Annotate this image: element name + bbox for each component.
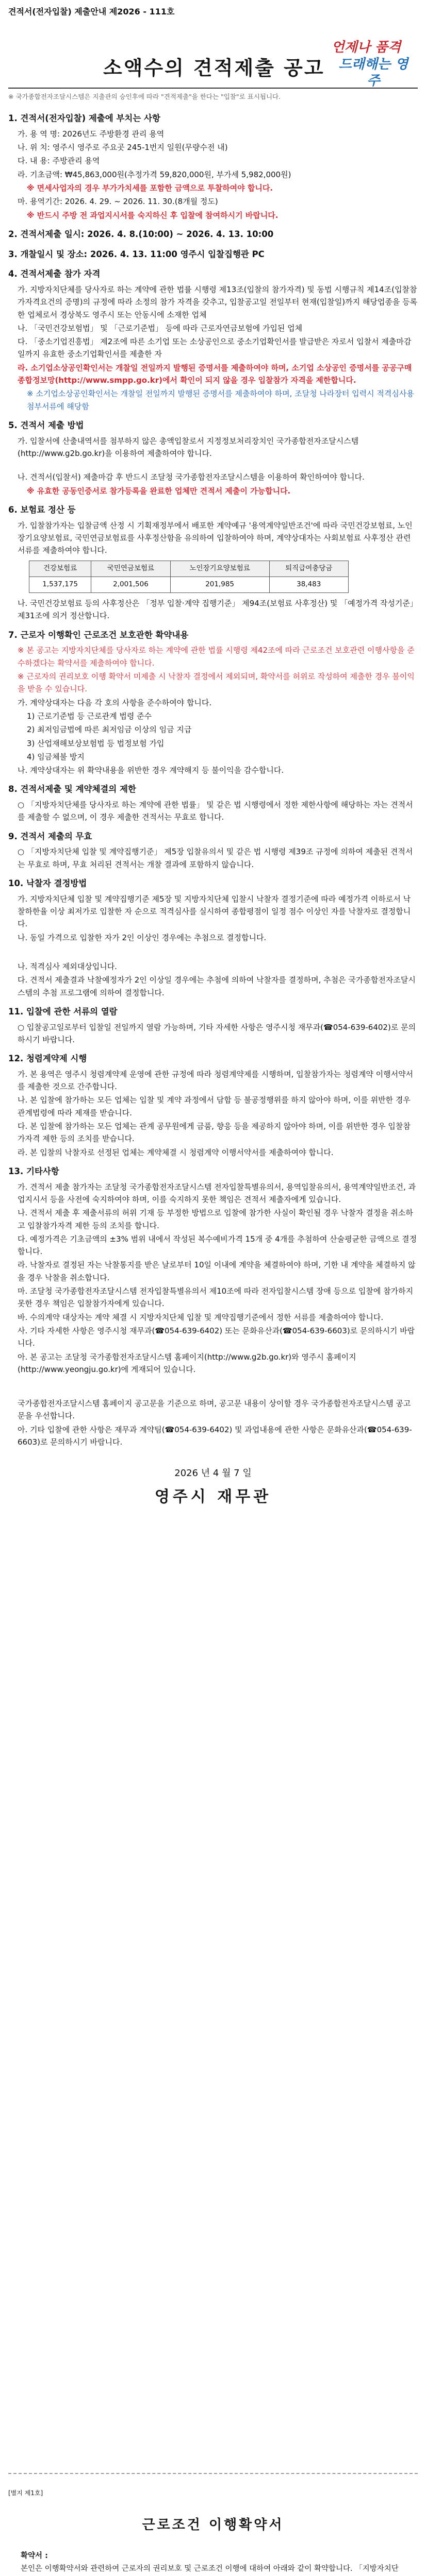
section-13-item: 가. 견적서 제출 참가자는 조달청 국가종합전자조달시스템 전자입찰특별유의서, 용역입찰유의서, 용역계약일반조건, 과업지시서 등을 사전에 숙지하여야 하며, 이를 숙지하지 못한 책임은 견적서 제출자에게 있습니다. [18,1182,416,1204]
section-10-item: 나. 동일 가격으로 입찰한 자가 2인 이상인 경우에는 추첨으로 결정합니다. [18,933,267,942]
section-5-note: ※ 유효한 공동인증서로 참가등록을 완료한 업체만 견적서 제출이 가능합니다. [27,486,291,496]
section-10-item: 가. 지방자치단체 입찰 및 계약집행기준 제5장 및 지방자치단체 입찰시 낙찰자 결정기준에 따라 예정가격 이하로서 낙찰하한율 이상 최저가로 입찰한 자 순으로 적격심사를 실시하여 종합평점이 일정 점수 이상인 자를 낙찰자로 결정합니다. [18,894,411,929]
section-10-title: 10. 낙찰자 결정방법 [8,878,87,889]
title-row [0,40,426,89]
form-label: [별지 제1호] [8,2489,43,2497]
section-10-note: 나. 적격심사 제외대상입니다. [18,961,117,971]
section-5-title: 5. 견적서 제출 방법 [8,420,84,430]
form-title: 근로조건 이행확약서 [142,2517,284,2533]
section-6 [8,503,418,622]
section-9-title: 9. 견적서 제출의 무효 [8,831,92,841]
section-7 [8,629,418,777]
section-4 [8,267,418,413]
section-7-item: 나. 계약상대자는 위 확약내용을 위반한 경우 계약해지 등 불이익을 감수합니다. [18,766,284,775]
section-3-title: 3. 개찰일시 및 장소: 2026. 4. 13. 11:00 영주시 입찰집행관 PC [8,249,265,259]
section-2 [8,228,418,242]
section-3 [8,248,418,262]
section-6-title: 6. 보험료 정산 등 [8,504,76,515]
section-1-note: ※ 반드시 주방 전 과업지시서를 숙지하신 후 입찰에 참여하시기 바랍니다. [27,210,278,220]
section-13-title: 13. 기타사항 [8,1166,59,1176]
section-11-text: ○ 입찰공고일로부터 입찰일 전일까지 열람 가능하며, 기타 자세한 사항은 영주시청 재무과(☎054-639-6402)로 문의하시기 바랍니다. [18,1022,416,1044]
section-13-item: 바. 수의계약 대상자는 계약 체결 시 지방자치단체 입찰 및 계약집행기준에서 정한 서류를 제출하여야 합니다. [18,1312,384,1322]
section-1-item: 가. 용 역 명: 2026년도 주방환경 관리 용역 [18,129,165,139]
section-12-item: 나. 본 입찰에 참가하는 모든 업체는 입찰 및 계약 과정에서 담합 등 불공정행위를 하지 않아야 하며, 이를 위반한 경우 관계법령에 따라 제재를 받습니다. [18,1095,411,1117]
section-7-item: 3) 산업재해보상보험법 등 법정보험 가입 [27,738,165,748]
page-divider [8,2473,418,2474]
table-header-cell: 퇴직급여충당금 [269,561,348,577]
section-13-item: 라. 낙찰자로 결정된 자는 낙찰통지를 받은 날로부터 10일 이내에 계약을 체결하여야 하며, 기한 내 계약을 체결하지 않을 경우 낙찰을 취소합니다. [18,1260,416,1282]
section-11-title: 11. 입찰에 관한 서류의 열람 [8,1006,118,1016]
section-12-item: 가. 본 용역은 영주시 청렴계약제 운영에 관한 규정에 따라 청렴계약제를 시행하며, 입찰참가자는 청렴계약 이행서약서를 제출한 것으로 간주합니다. [18,1069,414,1092]
section-13-item: 아. 본 공고는 조달청 국가종합전자조달시스템 홈페이지(http://www.g2b.go.kr)와 영주시 홈페이지(http://www.yeongju.go.kr)에 게재되어 있습니다. [18,1352,356,1374]
section-8-text: ○ 「지방자치단체를 당사자로 하는 계약에 관한 법률」 및 같은 법 시행령에서 정한 제한사항에 해당하는 자는 견적서를 제출할 수 없으며, 이 경우 제출한 견적서는 무효로 합니다. [18,800,413,822]
section-13-item: 국가종합전자조달시스템 홈페이지 공고문을 기준으로 하며, 공고문 내용이 상이할 경우 국가종합전자조달시스템 공고문을 우선합니다. [18,1399,411,1421]
section-7-item: ※ 근로자의 권리보호 이행 확약서 미제출 시 낙찰자 결정에서 제외되며, 확약서를 허위로 작성하여 제출한 경우 불이익을 받을 수 있습니다. [18,672,415,694]
table-cell: 2,001,506 [91,577,170,593]
form-intro-label: 확약서 : [21,2552,48,2560]
section-4-item: 라. 소기업소상공인확인서는 개찰일 전일까지 발행된 증명서를 제출하여야 하며, 소기업 소상공인 증명서를 공공구매종합정보망(http://www.smpp.go.kr)에서 확인이 되지 않을 경우 입찰참가 자격을 제한합니다. [18,363,412,385]
section-13-item: 사. 기타 자세한 사항은 영주시청 재무과(☎054-639-6402) 또는 문화유산과(☎054-639-6603)로 문의하시기 바랍니다. [18,1326,415,1348]
section-7-title: 7. 근로자 이행확인 근로조건 보호관한 확약내용 [8,630,189,640]
section-5 [8,419,418,497]
section-13-item: 다. 예정가격은 기초금액의 ±3% 범위 내에서 작성된 복수예비가격 15개 중 4개를 추첨하여 산술평균한 금액으로 결정합니다. [18,1234,417,1257]
section-1-title: 1. 견적서(전자입찰) 제출에 부치는 사항 [8,113,160,123]
slogan-line-2: 드래해는 영주 [338,56,408,89]
section-4-item: 다. 「중소기업진흥법」 제2조에 따른 소기업 또는 소상공인으로 중소기업확인서를 발급받은 자로서 입찰서 제출마감일까지 유효한 중소기업확인서를 제출한 자 [18,337,412,359]
section-10-note: 다. 견적서 제출결과 낙찰예정자가 2인 이상일 경우에는 추첨에 의하여 낙찰자를 결정하며, 추첨은 국가종합전자조달시스템의 추첨 프로그램에 의하여 결정합니다. [18,975,416,997]
section-1-item: 라. 기초금액: ₩45,863,000원(추정가격 59,820,000원, 부가세 5,982,000원) [18,170,291,179]
section-5-item: 가. 입찰서에 산출내역서를 첨부하지 않은 총액입찰로서 지정정보처리장치인 국가종합전자조달시스템(http://www.g2b.go.kr)을 이용하여 제출하여야 합니다. [18,436,359,458]
section-8-title: 8. 견적서제출 및 계약체결의 제한 [8,784,136,794]
table-cell: 1,537,175 [29,577,91,593]
section-4-item: 나. 「국민건강보험법」 및 「근로기준법」 등에 따라 근로자연금보험에 가입된 업체 [18,323,303,333]
insurance-fee-table [29,561,349,593]
section-4-note: ※ 소기업소상공인확인서는 개찰일 전일까지 발행된 증명서를 제출하여야 하며, 조달청 나라장터 입력시 적격심사용 첨부서류에 해당함 [27,389,414,411]
section-9-text: ○ 「지방자치단체 입찰 및 계약집행기준」 제5장 입찰유의서 및 같은 법 시행령 제39조 규정에 의하여 제출된 견적서는 무효로 하며, 무효 처리된 견적서는 개찰 결과에 포함하지 않습니다. [18,847,413,869]
table-header-cell: 건강보험료 [29,561,91,577]
section-13-item: 아. 기타 입찰에 관한 사항은 재무과 계약팀(☎054-639-6402) 및 과업내용에 관한 사항은 문화유산과(☎054-639-6603)로 문의하시기 바랍니다. [18,1425,412,1447]
table-row [29,577,349,593]
section-6-note: 나. 국민건강보험료 등의 사후정산은 「정부 입찰·계약 집행기준」 제94조(보험료 사후정산) 및 「예정가격 작성기준」 제31조에 의거 정산합니다. [18,599,418,621]
pledge-form [21,2550,405,2576]
table-cell: 201,985 [170,577,269,593]
section-6-text: 가. 입찰참가자는 입찰금액 산정 시 기획재정부에서 배포한 계약예규 '용역계약일반조건'에 따라 국민건강보험료, 노인장기요양보험료, 국민연금보험료를 사후정산함을 유의하여 입찰하여야 하며, 계약상대자는 사회보험료 사후정산 관련 서류를 제출하여야 합니다. [18,520,413,555]
section-1 [8,112,418,222]
table-cell: 38,483 [269,577,348,593]
section-9 [8,830,418,871]
section-2-title: 2. 견적서제출 일시: 2026. 4. 8.(10:00) ~ 2026. 4. 13. 10:00 [8,229,274,239]
section-13-item: 나. 견적서 제출 후 제출서류의 허위 기재 등 부정한 방법으로 입찰에 참가한 사실이 확인될 경우 낙찰자 결정을 취소하고 입찰참가자격 제한 등의 조치를 합니다. [18,1208,413,1230]
section-4-item: 가. 지방자치단체를 당사자로 하는 계약에 관한 법률 시행령 제13조(입찰의 참가자격) 및 동법 시행규칙 제14조(입찰참가자격요건의 증명)의 규정에 따라 소정의 참가 자격을 갖추고, 입찰공고일 전일부터 현재(입찰일)까지 해당업종을 등록한 업체로서 경상북도 영주시 또는 안동시에 소재한 업체 [18,284,418,319]
section-12-item: 다. 본 입찰에 참가하는 모든 업체는 관계 공무원에게 금품, 향응 등을 제공하지 않아야 하며, 이를 위반한 경우 입찰참가자격 제한 등의 조치를 받습니다. [18,1122,411,1144]
section-13-item: 마. 조달청 국가종합전자조달시스템 전자입찰특별유의서 제10조에 따라 전자입찰시스템 장애 등으로 입찰에 참가하지 못한 경우 책임은 입찰참가자에게 있습니다. [18,1286,414,1309]
notice-date: 2026 년 4 월 7 일 [174,1468,252,1479]
form-intro: 본인은 이행확약서와 관련하여 근로자의 권리보호 및 근로조건 이행에 대하여 아래와 같이 확약합니다. 「지방자치단 [21,2565,399,2573]
slogan-line-1: 언제나 품격 [331,40,401,55]
section-12-item: 라. 본 입찰의 낙찰자로 선정된 업체는 계약체결 시 청렴계약 이행서약서를 제출하여야 합니다. [18,1147,334,1157]
section-1-note: ※ 면세사업자의 경우 부가가치세를 포함한 금액으로 투찰하여야 합니다. [27,183,273,193]
section-1-item: 다. 내 용: 주방관리 용역 [18,156,100,166]
document-number: 견적서(전자입찰) 제출안내 제2026 - 111호 [8,7,175,16]
table-header-row [29,561,349,577]
section-7-item: 1) 근로기준법 등 근로관계 법령 준수 [27,711,152,721]
issuer-name: 영주시 재무관 [154,1488,272,1506]
section-7-item: 4) 임금체불 방지 [27,752,85,761]
table-header-cell: 국민연금보험료 [91,561,170,577]
section-1-item: 마. 용역기간: 2026. 4. 29. ~ 2026. 11. 30.(8개월 정도) [18,197,218,207]
page-title: 소액수의 견적제출 공고 [103,57,325,79]
table-header-cell: 노인장기요양보험료 [170,561,269,577]
section-5-item: 나. 견적서(입찰서) 제출마감 후 반드시 조달청 국가종합전자조달시스템을 이용하여 확인하여야 합니다. [18,472,365,482]
section-11 [8,1005,418,1046]
section-1-item: 나. 위 치: 영주시 영주로 주요곳 245-1번지 일원(무량수전 내) [18,143,228,152]
section-10 [8,877,418,999]
section-7-item: 가. 계약상대자는 다음 각 호의 사항을 준수하여야 합니다. [18,698,212,707]
notice-body [8,106,418,1510]
section-12-title: 12. 청렴계약제 시행 [8,1054,87,1064]
notice-subline: ※ 국가종합전자조달시스템은 지출관의 승인후에 따라 "견적제출"을 한다는 "입찰"로 표시됩니다. [8,88,418,102]
section-7-item: 2) 최저임금법에 따른 최저임금 이상의 임금 지급 [27,725,192,735]
city-slogan-logo [320,39,413,90]
section-4-title: 4. 견적서제출 참가 자격 [8,269,101,279]
section-7-item: ※ 본 공고는 지방자치단체를 당사자로 하는 계약에 관한 법률 시행령 제42조에 따라 근로조건 보호관련 이행사항을 준수하겠다는 확약서를 제출하여야 합니다. [18,646,415,668]
section-8 [8,783,418,823]
section-12 [8,1052,418,1159]
section-13 [8,1165,418,1448]
